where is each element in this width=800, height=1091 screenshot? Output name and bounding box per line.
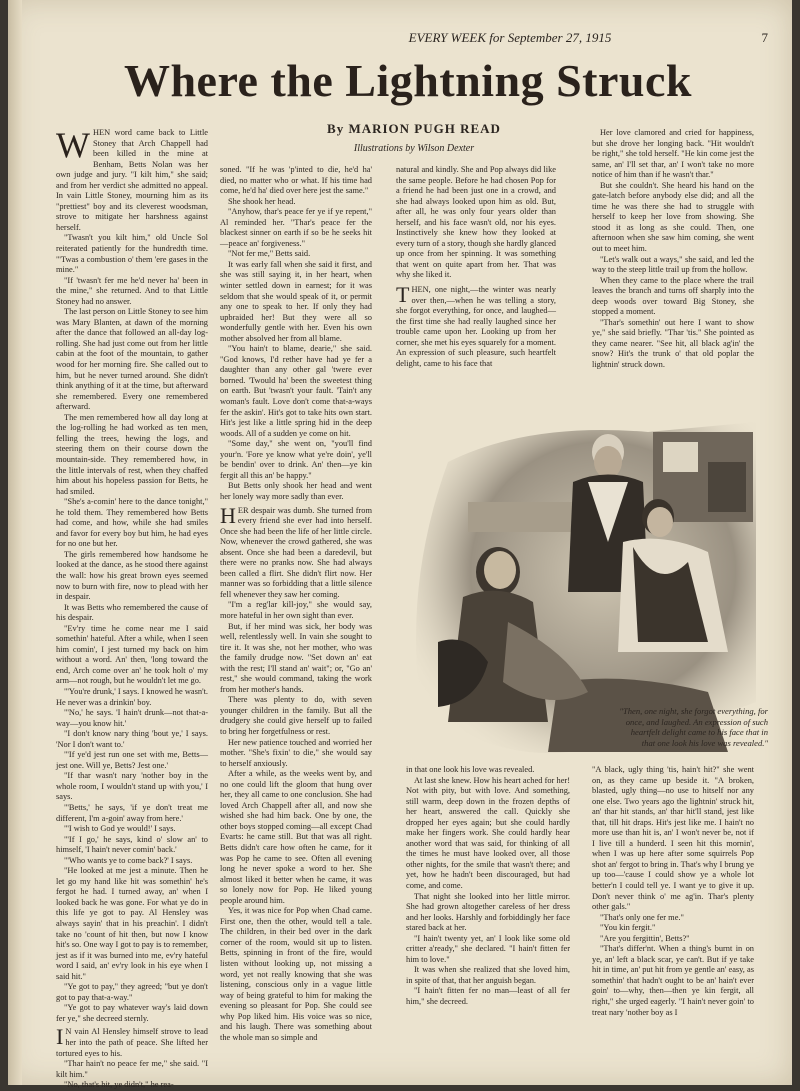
paragraph: "I hain't fitten fer no man—least of all fer him," she decreed. (406, 986, 570, 1007)
paragraph: "Are you fergittin', Betts?" (600, 933, 690, 943)
paragraph: "Not fer me," Betts said. (228, 249, 311, 259)
paragraph: Yes, it was nice for Pop when Chad came. First one, then the other, would tell a tale. The children, in their bed over in the dark corner of the room, would sit up to listen. Betts, spinning in front of the fire, would listen without looking up, not missing a word, yet not really knowing that she was listening, conscious only in a vague little way of being grateful to him for making the evening so pleasant for Pop. She could see why Pop liked him. His voice was so nice, and his laugh. There was something about the whole man so simple and (220, 906, 372, 1042)
paragraph: "I don't know nary thing 'bout ye,' I says. 'Nor I don't want to.' (56, 729, 208, 749)
drop-cap: H (220, 502, 236, 528)
drop-cap: W (56, 125, 90, 165)
article-title: Where the Lightning Struck (123, 55, 693, 106)
paragraph: But she couldn't. She heard his hand on the gate-latch before anybody else did; and all the time he was there she had to struggle with herself to keep her love from showing. She stood it as long as she could. Then, one afternoon when she saw him coming, she went out to meet him. (592, 180, 754, 254)
page-spine (8, 0, 22, 1085)
column-3-lower (406, 765, 570, 1068)
column-2 (220, 165, 372, 1068)
paragraph: THEN, one night,—the winter was nearly over then,—when he was telling a story, she forgot everything, for once, and laughed—the first time she had really laughed since her trouble came upon her. Looking up from her corner, she met his eyes squarely for a moment. An expression of such pleasure, such heartfelt delight, came to his face that (396, 282, 556, 368)
drop-cap: I (56, 1024, 64, 1050)
paragraph: "Ev'ry time he come near me I said somethin' hateful. After a while, when I seen him comin', I jest turned my back on him without a word. An' then, 'long toward the end, Arch come over an' he took holt o' my arm—not rough, but he wouldn't let me go. (56, 623, 208, 686)
paragraph: "'I wish to God ye would!' I says. (64, 824, 176, 834)
illustration-caption: "Then, one night, she forgot everything, for once, and laughed. An expression of such heartfelt delight came to his face that in that one look his love was revealed." (619, 706, 768, 748)
paragraph: "'If ye'd jest run one set with me, Betts—jest one. Will ye, Betts? Jest one.' (56, 750, 208, 770)
magazine-page (8, 0, 792, 1090)
paragraph: There was plenty to do, with seven younger children in the family. But all the drudgery she could give herself up to failed to bring her forgetfulness or rest. (220, 695, 372, 736)
paragraph: "No, that's hit, ye didn't," he rea- (64, 1080, 174, 1090)
paragraph: "If 'twasn't fer me he'd never ha' been in the mine," she returned. And to that Little Stoney had no answer. (56, 275, 208, 306)
paragraph: "She's a-comin' here to the dance tonight," he told them. They remembered how Betts had come, and how, while she had smiles and favor for every boy but him, he had eyes for no one but her. (56, 497, 208, 549)
paragraph: "He looked at me jest a minute. Then he let go my hand like hit was somethin' he's fergot he had. I turned away, an' when I looked back he was gone. For what ye do in this life ye got to pay. Al Hensley was always sayin' that in his preachin'. I didn't take no 'count of hit then, but now I know hit's so. One way I got to pay is to remember, jest as if it was burned into me, ev'ry hateful word I said, an' ev'ry look in his eye when I said hit." (56, 866, 208, 981)
paragraph: "Thar hain't no peace fer me," she said. "I kilt him." (56, 1059, 208, 1079)
illustrations-credit: Illustrations by Wilson Dexter (353, 143, 475, 154)
paragraph: Her new patience touched and worried her mother. "She's fixin' to die," she would say to herself anxiously. (220, 737, 372, 768)
paragraph: "Ye got to pay," they agreed; "but ye don't got to pay that-a-way." (56, 982, 208, 1002)
byline: By MARION PUGH READ (327, 121, 501, 136)
paragraph: At last she knew. How his heart ached for her! Not with pity, but with love. And something, still warm, deep down in the frozen depths of her heart, answered the call. Quickly she dropped her eyes again; but she could hardly make her fingers work. She could hardly hear another word that was said, for thinking of all the times he must have looked over, all those other nights, for the smile that wasn't there; and yet, how he hadn't been discouraged, but had come, and come. (406, 775, 570, 891)
paragraph: WHEN word came back to Little Stoney that Arch Chappell had been killed in the mine at Benham, Betts Nolan was her own judge and jury. "I kilt him," she said; and from her verdict she admitted no appeal. In vain Little Stoney, mourning him as its "prettiest" boy and its cleverest woodsman, strove to mitigate her harshness against herself. (56, 125, 208, 232)
paragraph: "If thar wasn't nary 'nother boy in the whole room, I wouldn't stand up with you,' I says. (56, 771, 208, 802)
paragraph: The girls remembered how handsome he looked at the dance, as he stood there against the wall: how his great brown eyes seemed now to burn with fire, now to plead with her in despair. (56, 549, 208, 602)
paragraph: Her love clamored and cried for happiness, but she drove her longing back. "Hit wouldn't be right," she told herself. "He kin come jest the same, an' I'll set thar, an' I won't take no more notice of him than if he wasn't thar." (592, 128, 754, 180)
paragraph: "'Betts,' he says, 'if ye don't treat me different, I'm a-goin' away from here.' (56, 803, 208, 823)
paragraph: She shook her head. (228, 196, 296, 206)
paragraph: "Let's walk out a ways," she said, and led the way to the steep little trail up from the hollow. (592, 254, 754, 275)
paragraph: "That's only one fer me." (600, 912, 684, 922)
paragraph: The last person on Little Stoney to see him was Mary Blanten, at dawn of the morning after the dance that followed an all-day log-rolling. She had just come out from her little cabin at the foot of the mountain, to gather wood for her morning fire. She called out to him, but he never turned around. She didn't think anything of it at the time, but afterward she remembered. Every one remembered afterward. (56, 307, 208, 412)
paragraph: That night she looked into her little mirror. She had grown altogether careless of her dress and her looks. Harshly and forbiddingly her face stared back at her. (406, 891, 570, 933)
paragraph: "Some day," she went on, "you'll find your'n. 'Fore ye know what ye're doin', ye'll be bendin' over to drink. An' then—ye kin fergit all this an' be happy." (220, 439, 372, 480)
paragraph: It was when she realized that she loved him, in spite of that, that her anguish began. (406, 965, 570, 985)
paragraph: "You kin fergit." (600, 923, 656, 933)
column-1 (56, 125, 208, 1090)
paragraph: soned. "If he was 'p'inted to die, he'd ha' died, no matter who or what. If his time had come, he'd ha' died over here jest the same." (220, 165, 372, 196)
paragraph: After a while, as the weeks went by, and no one could lift the gloom that hung over her, they all came to one conclusion. She had loved Arch Chappell after all, and now she wished she had him back. One by one, the other boys stopped coming—all except Chad Evarts: he came still. But that was all right. Betts didn't care how often he came, for it was Pop he came to see. Often all evening long he never spoke a word to her. She almost liked it better when he came, it was so lonely now for Pop. He liked young people around him. (220, 769, 372, 905)
paragraph: natural and kindly. She and Pop always did like the same people. Before he had chosen Pop for a friend he had been just one in a crowd, and she had always looked upon him as old. But, after all, he was only four years older than herself, and his face wasn't old, nor his eyes. Instinctively she knew how they looked at every turn of a story, though she hardly glanced up once from her spinning. It was something that went on quite apart from her. That was why she liked it. (396, 165, 556, 280)
column-4 (592, 128, 754, 380)
paragraph: "Anyhow, thar's peace fer ye if ye repent," Al reminded her. "Thar's peace fer the blackest sinner on earth if so be he seeks hit—peace an' forgiveness." (220, 207, 372, 248)
paragraph: "'If I go,' he says, kind o' slow an' to himself, 'I hain't never comin' back.' (56, 834, 208, 855)
running-head: EVERY WEEK for September 27, 1915 (408, 30, 612, 45)
paragraph: "That's differ'nt. When a thing's burnt in on ye, an' left a black scar, ye can't. But if ye take hit in time, an' put hit from ye gentle an' easy, as somethin' that hadn't ought to be an' hain't ever goin' to—why, then—then ye kin fergit, all right," she urged eagerly. "I hain't never goin' to treat nary 'nother boy as I (592, 944, 754, 1017)
paragraph: "Thar's somethin' out here I want to show ye," she said briefly. "Thar 'tis." She pointed as they came nearer. "See hit, all black ag'in' the snow? Hit's the trunk o' that old poplar the lightnin' struck down. (592, 317, 754, 370)
paragraph: "Twasn't you kilt him," old Uncle Sol reiterated patiently for the hundredth time. "'Twas a combustion o' them 'ere gases in the mine." (56, 233, 208, 275)
paragraph: It was early fall when she said it first, and she was still saying it, in her heart, when winter settled down in earnest; for it was seldom that she would speak of it, or permit any one to speak to her. If only they had upbraided her! But they were all so wonderfully gentle with her. Even his own mother absolved her from all blame. (220, 259, 372, 343)
paragraph: But, if her mind was sick, her body was well, relentlessly well. In vain she sought to tire it. It was she, not her mother, who was the family drudge now. "Set down an' eat with the rest; I'll stand an' wait"; or, "Go an' rest," she would command, taking the work from her mother's hands. (220, 621, 372, 694)
paragraph: "A black, ugly thing 'tis, hain't hit?" she went on, as they came up beside it. "A broken, blasted, ugly thing—no use to hitself nor any one else. Two years ago the lightnin' struck hit, an' thar hit stands, an' thar hit'll stand, jest like that, till hit draps. Hit's jest like me. I hain't no more use than hit is, an' I won't never be, not if I live till a hunderd. I seen hit this mornin', when I was up here after some squirrels Pop shot an' fergot to bring in. That's why I brung ye up too—'cause I could show ye a whole lot better'n I could tell ye. I want ye to give it up. Don't never think o' me ag'in. Thar's plenty other gals." (592, 765, 754, 912)
paragraph: But Betts only shook her head and went her lonely way more sadly than ever. (220, 481, 372, 501)
paragraph: The men remembered how all day long at the log-rolling he had worked as ten men, felling the trees, hewing the logs, and steering them on their course down the mountain-side. They remembered how, in the little intervals of rest, when they chaffed him about his hopeless passion for Betts, he had smiled. (56, 412, 208, 496)
paragraph: "'No,' he says. 'I hain't drunk—not that-a-way—you know hit.' (56, 708, 208, 728)
drop-cap: T (396, 282, 410, 308)
paragraph: "I hain't twenty yet, an' I look like some old critter a'ready," she declared. "I hain't fitten fer him to love." (406, 933, 570, 964)
paragraph: "Ye got to pay whatever way's laid down fer ye," she decreed sternly. (56, 1003, 208, 1023)
column-3 (396, 165, 556, 427)
column-4-lower (592, 765, 754, 1068)
paragraph: "You hain't to blame, dearie," she said. "God knows, I'd rether have had ye fer a daughter than any other gal 'twere ever borned. 'Twould ha' been the sweetest thing on earth. But 'twasn't your fault. 'Tain't any woman's fault. Love don't come that-a-ways fer the askin'. Hit's got to take hits own start. Hit's jest like a little spring hid in the deep woods. All of a sudden ye come on hit. (220, 344, 372, 438)
paragraph: It was Betts who remembered the cause of his despair. (56, 602, 208, 623)
paragraph: "'Who wants ye to come back?' I says. (64, 855, 193, 865)
paragraph: I N vain Al Hensley himself strove to lead her into the path of peace. She lifted her tortured eyes to his. (56, 1024, 208, 1058)
paragraph: "I'm a reg'lar kill-joy," she would say, more hateful in her own sight than ever. (220, 600, 372, 620)
page-number: 7 (761, 30, 768, 45)
paragraph: "'You're drunk,' I says. I knowed he wasn't. He never was a drinkin' boy. (56, 686, 208, 707)
paragraph: HER despair was dumb. She turned from every friend she ever had into herself. Once she had been the life of her little circle. Now, whenever the crowd gathered, she was absent. Once she had been a daredevil, but there were no pranks now. She had always been called a flirt. She didn't flirt now. Her manner was so forbidding that a little silence fell whenever they saw her coming. (220, 502, 372, 599)
paragraph: in that one look his love was revealed. (406, 765, 535, 774)
paragraph: When they came to the place where the trail leaves the branch and turns off sharply into the deep woods over toward Big Stoney, she stopped a moment. (592, 275, 754, 317)
